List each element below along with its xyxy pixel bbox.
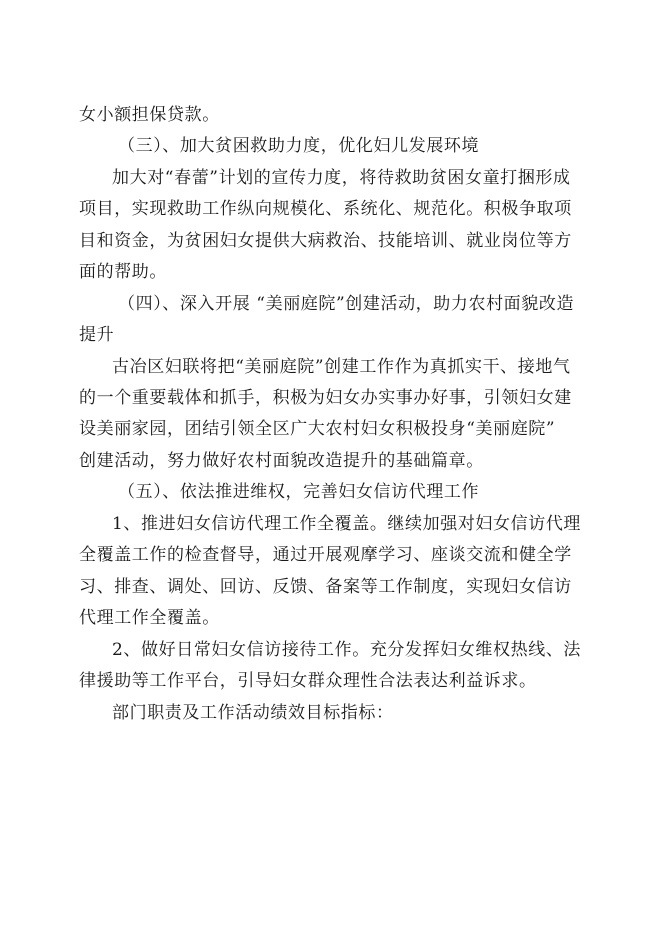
text-line [0,100,662,130]
line-text: 创建活动，努力做好农村面貌改造提升的基础篇章。 [79,451,484,471]
line-text: 习、排查、调处、回访、反馈、备案等工作制度，实现妇女信访 [79,577,572,597]
line-text: 目和资金，为贫困妇女提供大病救治、技能培训、就业岗位等方 [79,231,572,251]
line-text: 律援助等工作平台，引导妇女群众理性合法表达利益诉求。 [79,671,537,691]
text-line [0,572,662,602]
line-text: 全覆盖工作的检查督导，通过开展观摩学习、座谈交流和健全学 [79,545,572,565]
text-line [0,163,662,193]
section-heading [0,289,662,319]
text-line [0,383,662,413]
line-text: 2、做好日常妇女信访接待工作。充分发挥妇女维权热线、法 [112,640,582,660]
text-line [0,666,662,696]
line-text: 项目，实现救助工作纵向规模化、系统化、规范化。积极争取项 [79,199,572,219]
text-line [0,257,662,287]
text-line [0,414,662,444]
line-text: 面的帮助。 [79,262,167,282]
text-line [0,446,662,476]
text-line [0,226,662,256]
line-text: 1、推进妇女信访代理工作全覆盖。继续加强对妇女信访代理 [112,514,582,534]
line-text: （三）、加大贫困救助力度，优化妇儿发展环境 [118,136,480,156]
text-line [0,352,662,382]
line-text: 提升 [79,325,115,345]
text-line [0,509,662,539]
line-text: 古冶区妇联将把“美丽庭院”创建工作作为真抓实干、接地气 [112,357,571,377]
line-text: （四）、深入开展 “美丽庭院”创建活动，助力农村面貌改造 [118,294,575,314]
text-line [0,635,662,665]
line-text: （五）、依法推进维权，完善妇女信访代理工作 [118,482,480,502]
text-line [0,698,662,728]
text-line [0,194,662,224]
section-heading [0,320,662,350]
line-text: 设美丽家园，团结引领全区广大农村妇女积极投身“美丽庭院” [79,419,556,439]
line-text: 代理工作全覆盖。 [79,608,220,628]
line-text: 女小额担保贷款。 [79,105,220,125]
line-text: 加大对“春蕾”计划的宣传力度，将待救助贫困女童打捆形成 [112,168,571,188]
text-line [0,540,662,570]
line-text: 部门职责及工作活动绩效目标指标： [112,703,394,723]
text-line [0,603,662,633]
section-heading [0,131,662,161]
section-heading [0,477,662,507]
line-text: 的一个重要载体和抓手，积极为妇女办实事办好事，引领妇女建 [79,388,572,408]
